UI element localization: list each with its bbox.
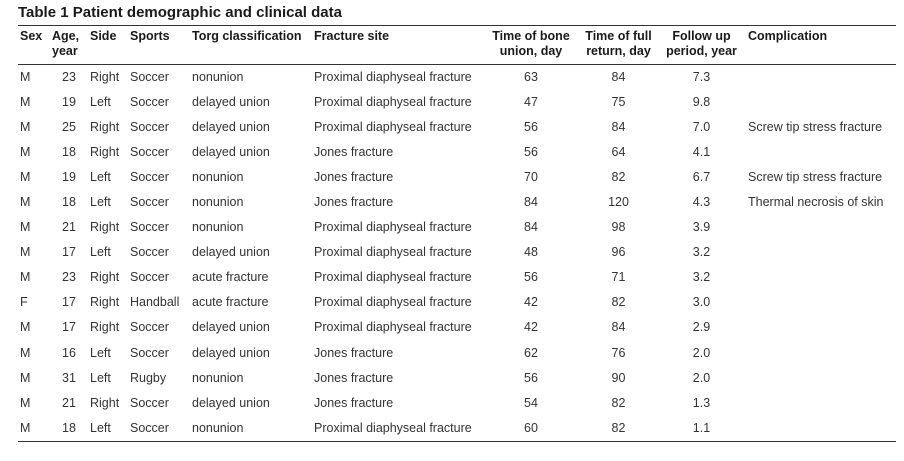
cell-sports: Soccer bbox=[130, 69, 169, 84]
cell-age: 23 bbox=[62, 69, 76, 84]
cell-torg-classification: delayed union bbox=[192, 395, 270, 410]
cell-side: Left bbox=[90, 370, 111, 385]
table-title: Table 1 Patient demographic and clinical data bbox=[18, 4, 342, 21]
cell-age: 19 bbox=[62, 94, 76, 109]
cell-full-return: 71 bbox=[611, 270, 626, 285]
table-row bbox=[18, 340, 896, 365]
cell-follow-up: 7.3 bbox=[692, 69, 711, 84]
cell-fracture-site: Jones fracture bbox=[314, 370, 394, 385]
table-row bbox=[18, 415, 896, 440]
cell-full-return: 82 bbox=[611, 295, 626, 310]
cell-follow-up: 1.1 bbox=[692, 420, 711, 435]
table-row bbox=[18, 315, 896, 340]
cell-follow-up: 3.0 bbox=[692, 295, 711, 310]
cell-sports: Soccer bbox=[130, 220, 169, 235]
cell-side: Right bbox=[90, 69, 120, 84]
cell-bone-union: 42 bbox=[524, 320, 538, 335]
cell-torg-classification: acute fracture bbox=[192, 295, 269, 310]
cell-bone-union: 63 bbox=[524, 69, 538, 84]
cell-side: Right bbox=[90, 144, 120, 159]
cell-age: 17 bbox=[62, 245, 76, 260]
cell-age: 31 bbox=[62, 370, 76, 385]
cell-bone-union: 60 bbox=[524, 420, 538, 435]
cell-sports: Handball bbox=[130, 295, 180, 310]
table-row bbox=[18, 390, 896, 415]
table-row bbox=[18, 265, 896, 290]
cell-age: 19 bbox=[62, 169, 76, 184]
cell-torg-classification: delayed union bbox=[192, 94, 270, 109]
cell-bone-union: 84 bbox=[524, 195, 538, 210]
cell-age: 23 bbox=[62, 270, 76, 285]
cell-torg-classification: nonunion bbox=[192, 420, 244, 435]
cell-complication bbox=[744, 215, 896, 240]
cell-sports: Soccer bbox=[130, 420, 169, 435]
cell-side: Right bbox=[90, 119, 120, 134]
cell-side: Left bbox=[90, 420, 111, 435]
cell-full-return: 84 bbox=[611, 320, 626, 335]
cell-follow-up: 7.0 bbox=[692, 119, 711, 134]
cell-full-return: 82 bbox=[611, 169, 626, 184]
cell-sex: M bbox=[20, 370, 31, 385]
cell-sex: M bbox=[20, 169, 31, 184]
cell-sports: Rugby bbox=[130, 370, 167, 385]
cell-torg-classification: delayed union bbox=[192, 345, 270, 360]
cell-follow-up: 2.0 bbox=[692, 370, 711, 385]
header-follow-up: Follow up period, year bbox=[666, 29, 737, 58]
cell-complication bbox=[744, 390, 896, 415]
cell-fracture-site: Jones fracture bbox=[314, 195, 394, 210]
header-age: Age, year bbox=[52, 29, 80, 58]
cell-bone-union: 56 bbox=[524, 119, 538, 134]
cell-complication: Screw tip stress fracture bbox=[748, 119, 883, 134]
cell-bone-union: 70 bbox=[524, 169, 538, 184]
cell-follow-up: 3.9 bbox=[692, 220, 711, 235]
cell-side: Left bbox=[90, 345, 111, 360]
cell-fracture-site: Jones fracture bbox=[314, 395, 394, 410]
cell-sex: M bbox=[20, 420, 31, 435]
bottom-rule bbox=[18, 441, 896, 442]
cell-side: Left bbox=[90, 245, 111, 260]
table-row bbox=[18, 365, 896, 390]
cell-age: 16 bbox=[62, 345, 76, 360]
cell-sports: Soccer bbox=[130, 144, 169, 159]
cell-sex: M bbox=[20, 69, 31, 84]
cell-fracture-site: Proximal diaphyseal fracture bbox=[314, 94, 472, 109]
table-row bbox=[18, 89, 896, 114]
table-row bbox=[18, 164, 896, 189]
cell-torg-classification: delayed union bbox=[192, 144, 270, 159]
cell-sex: M bbox=[20, 270, 31, 285]
patient-data-table bbox=[18, 27, 896, 440]
cell-follow-up: 2.9 bbox=[692, 320, 711, 335]
header-side: Side bbox=[90, 29, 117, 43]
cell-fracture-site: Proximal diaphyseal fracture bbox=[314, 69, 472, 84]
cell-age: 18 bbox=[62, 195, 76, 210]
cell-torg-classification: nonunion bbox=[192, 195, 244, 210]
cell-complication bbox=[744, 365, 896, 390]
cell-side: Right bbox=[90, 220, 120, 235]
cell-complication bbox=[744, 265, 896, 290]
cell-torg-classification: nonunion bbox=[192, 69, 244, 84]
header-sex: Sex bbox=[20, 29, 43, 43]
table-row bbox=[18, 64, 896, 89]
cell-sex: F bbox=[20, 295, 28, 310]
cell-torg-classification: delayed union bbox=[192, 320, 270, 335]
cell-age: 21 bbox=[62, 220, 76, 235]
cell-fracture-site: Proximal diaphyseal fracture bbox=[314, 119, 472, 134]
cell-full-return: 120 bbox=[608, 195, 629, 210]
table-row bbox=[18, 139, 896, 164]
cell-fracture-site: Jones fracture bbox=[314, 345, 394, 360]
table-row bbox=[18, 189, 896, 214]
header-complication: Complication bbox=[748, 29, 828, 43]
header-row bbox=[18, 27, 896, 64]
cell-bone-union: 56 bbox=[524, 144, 538, 159]
cell-bone-union: 84 bbox=[524, 220, 538, 235]
cell-side: Left bbox=[90, 169, 111, 184]
cell-follow-up: 3.2 bbox=[692, 245, 711, 260]
cell-fracture-site: Proximal diaphyseal fracture bbox=[314, 295, 472, 310]
cell-bone-union: 56 bbox=[524, 370, 538, 385]
table-row bbox=[18, 240, 896, 265]
cell-complication bbox=[744, 415, 896, 440]
top-rule bbox=[18, 25, 896, 26]
cell-follow-up: 9.8 bbox=[692, 94, 711, 109]
cell-age: 21 bbox=[62, 395, 76, 410]
cell-full-return: 64 bbox=[611, 144, 626, 159]
cell-torg-classification: nonunion bbox=[192, 370, 244, 385]
cell-complication bbox=[744, 290, 896, 315]
cell-torg-classification: nonunion bbox=[192, 220, 244, 235]
cell-side: Right bbox=[90, 295, 120, 310]
cell-complication bbox=[744, 240, 896, 265]
cell-follow-up: 4.1 bbox=[692, 144, 711, 159]
cell-complication bbox=[744, 315, 896, 340]
cell-fracture-site: Proximal diaphyseal fracture bbox=[314, 270, 472, 285]
cell-age: 17 bbox=[62, 320, 76, 335]
cell-fracture-site: Proximal diaphyseal fracture bbox=[314, 220, 472, 235]
cell-bone-union: 56 bbox=[524, 270, 538, 285]
cell-sports: Soccer bbox=[130, 169, 169, 184]
cell-full-return: 98 bbox=[611, 220, 626, 235]
cell-sports: Soccer bbox=[130, 345, 169, 360]
cell-age: 25 bbox=[62, 119, 76, 134]
cell-sex: M bbox=[20, 395, 31, 410]
table-row bbox=[18, 114, 896, 139]
cell-full-return: 84 bbox=[611, 119, 626, 134]
table-row bbox=[18, 215, 896, 240]
table-body bbox=[18, 64, 896, 440]
cell-complication bbox=[744, 139, 896, 164]
table-row bbox=[18, 290, 896, 315]
cell-full-return: 82 bbox=[611, 395, 626, 410]
cell-torg-classification: delayed union bbox=[192, 119, 270, 134]
cell-complication: Thermal necrosis of skin bbox=[748, 195, 884, 210]
cell-sex: M bbox=[20, 345, 31, 360]
header-full-return: Time of full return, day bbox=[585, 29, 652, 58]
cell-sports: Soccer bbox=[130, 270, 169, 285]
cell-complication bbox=[744, 340, 896, 365]
cell-sex: M bbox=[20, 144, 31, 159]
cell-sports: Soccer bbox=[130, 395, 169, 410]
cell-full-return: 90 bbox=[611, 370, 626, 385]
cell-fracture-site: Jones fracture bbox=[314, 144, 394, 159]
cell-full-return: 96 bbox=[611, 245, 626, 260]
cell-age: 17 bbox=[62, 295, 76, 310]
cell-follow-up: 6.7 bbox=[692, 169, 711, 184]
cell-follow-up: 3.2 bbox=[692, 270, 711, 285]
cell-bone-union: 54 bbox=[524, 395, 538, 410]
cell-bone-union: 47 bbox=[524, 94, 538, 109]
cell-full-return: 84 bbox=[611, 69, 626, 84]
cell-bone-union: 62 bbox=[524, 345, 538, 360]
cell-age: 18 bbox=[62, 420, 76, 435]
cell-sex: M bbox=[20, 119, 31, 134]
cell-complication: Screw tip stress fracture bbox=[748, 169, 883, 184]
cell-follow-up: 2.0 bbox=[692, 345, 711, 360]
cell-full-return: 76 bbox=[611, 345, 626, 360]
cell-torg-classification: delayed union bbox=[192, 245, 270, 260]
cell-sports: Soccer bbox=[130, 320, 169, 335]
cell-sex: M bbox=[20, 320, 31, 335]
cell-side: Left bbox=[90, 195, 111, 210]
header-fracture-site: Fracture site bbox=[314, 29, 390, 43]
cell-fracture-site: Proximal diaphyseal fracture bbox=[314, 420, 472, 435]
cell-torg-classification: acute fracture bbox=[192, 270, 269, 285]
cell-torg-classification: nonunion bbox=[192, 169, 244, 184]
cell-sports: Soccer bbox=[130, 195, 169, 210]
cell-sports: Soccer bbox=[130, 94, 169, 109]
cell-sports: Soccer bbox=[130, 119, 169, 134]
cell-bone-union: 42 bbox=[524, 295, 538, 310]
header-sports: Sports bbox=[130, 29, 170, 43]
cell-sports: Soccer bbox=[130, 245, 169, 260]
cell-bone-union: 48 bbox=[524, 245, 538, 260]
cell-fracture-site: Proximal diaphyseal fracture bbox=[314, 320, 472, 335]
header-torg-classification: Torg classification bbox=[192, 29, 302, 43]
header-bone-union: Time of bone union, day bbox=[492, 29, 570, 58]
cell-complication bbox=[744, 64, 896, 89]
cell-fracture-site: Jones fracture bbox=[314, 169, 394, 184]
cell-side: Right bbox=[90, 270, 120, 285]
cell-complication bbox=[744, 89, 896, 114]
cell-sex: M bbox=[20, 245, 31, 260]
cell-sex: M bbox=[20, 195, 31, 210]
cell-age: 18 bbox=[62, 144, 76, 159]
cell-follow-up: 4.3 bbox=[692, 195, 711, 210]
cell-full-return: 82 bbox=[611, 420, 626, 435]
cell-follow-up: 1.3 bbox=[692, 395, 711, 410]
cell-full-return: 75 bbox=[611, 94, 626, 109]
cell-side: Right bbox=[90, 395, 120, 410]
cell-fracture-site: Proximal diaphyseal fracture bbox=[314, 245, 472, 260]
cell-sex: M bbox=[20, 94, 31, 109]
cell-side: Right bbox=[90, 320, 120, 335]
cell-side: Left bbox=[90, 94, 111, 109]
cell-sex: M bbox=[20, 220, 31, 235]
